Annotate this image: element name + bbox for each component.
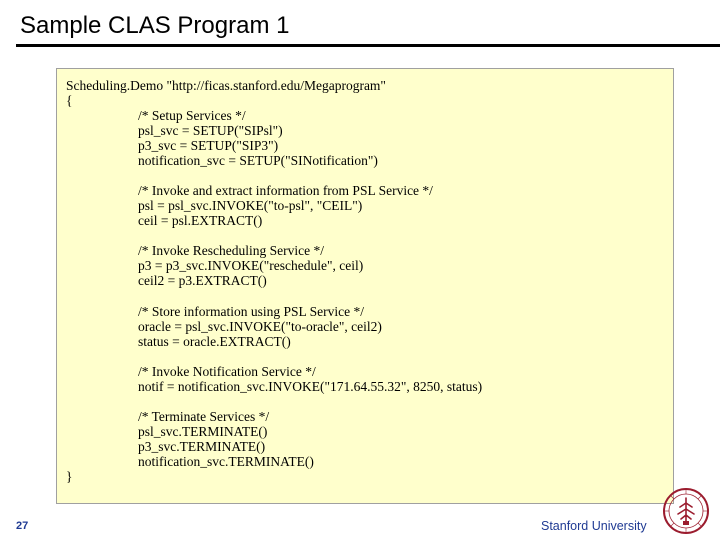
code-line: psl = psl_svc.INVOKE("to-psl", "CEIL")	[138, 198, 363, 213]
code-comment-line: /* Terminate Services */	[138, 409, 270, 424]
code-line: oracle = psl_svc.INVOKE("to-oracle", ceil2)	[138, 319, 382, 334]
slide-title: Sample CLAS Program 1	[20, 12, 290, 39]
code-comment-line: /* Invoke Rescheduling Service */	[138, 243, 324, 258]
title-divider	[16, 44, 720, 47]
code-line: p3_svc.TERMINATE()	[138, 439, 266, 454]
code-line: psl_svc.TERMINATE()	[138, 424, 268, 439]
code-open-brace: {	[66, 93, 73, 108]
code-line: psl_svc = SETUP("SIPsl")	[138, 123, 283, 138]
code-close-brace: }	[66, 469, 73, 484]
stanford-seal-icon	[662, 487, 710, 535]
code-comment-line: /* Invoke and extract information from PSL Service */	[138, 183, 433, 198]
code-comment-line: /* Store information using PSL Service */	[138, 304, 364, 319]
code-comment-line: /* Setup Services */	[138, 108, 246, 123]
code-line: ceil = psl.EXTRACT()	[138, 213, 263, 228]
code-line: p3_svc = SETUP("SIP3")	[138, 138, 279, 153]
slide-number: 27	[16, 520, 29, 532]
code-header-line: Scheduling.Demo "http://ficas.stanford.edu/Megaprogram"	[66, 78, 386, 93]
code-line: notification_svc = SETUP("SINotification")	[138, 153, 378, 168]
code-line: ceil2 = p3.EXTRACT()	[138, 273, 267, 288]
code-line: status = oracle.EXTRACT()	[138, 334, 291, 349]
code-line: p3 = p3_svc.INVOKE("reschedule", ceil)	[138, 258, 364, 273]
code-line: notif = notification_svc.INVOKE("171.64.55.32", 8250, status)	[138, 379, 483, 394]
footer-university: Stanford University	[541, 519, 647, 533]
code-line: notification_svc.TERMINATE()	[138, 454, 314, 469]
code-comment-line: /* Invoke Notification Service */	[138, 364, 316, 379]
